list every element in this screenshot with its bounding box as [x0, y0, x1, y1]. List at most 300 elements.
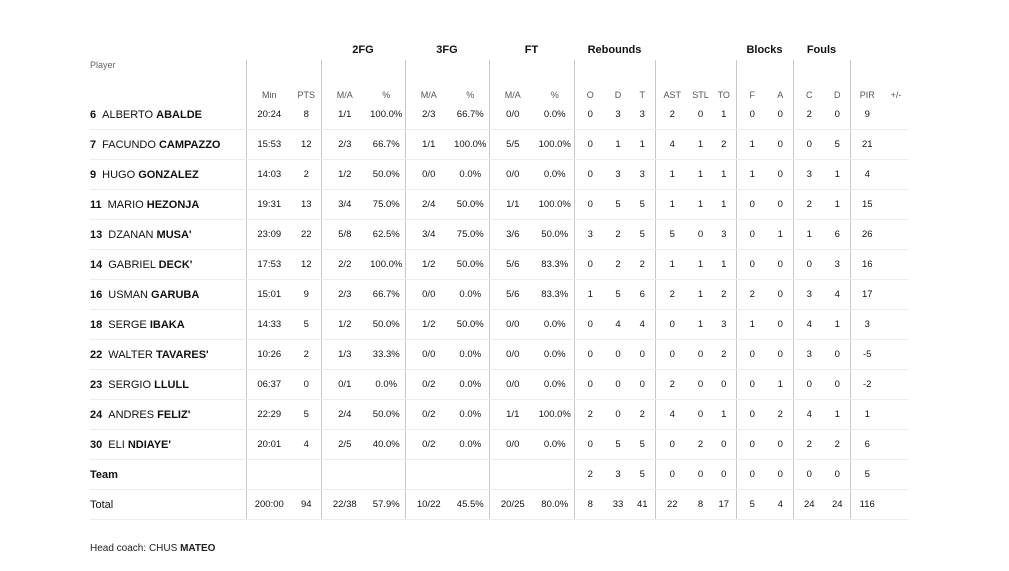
stat-reb-d: 5	[606, 430, 630, 460]
col-reb-o: O	[574, 60, 606, 100]
stat-foul-d: 2	[825, 430, 850, 460]
player-number: 22	[90, 348, 103, 361]
stat-ast: 0	[655, 340, 689, 370]
stat-reb-t: 2	[630, 250, 655, 280]
stat-blk-f: 0	[736, 430, 768, 460]
stat-reb-o: 0	[574, 250, 606, 280]
stat-foul-c: 4	[793, 400, 825, 430]
stat-pir: 26	[850, 220, 884, 250]
player-first-name: DZANAN	[108, 228, 154, 241]
stat-fg3-pct: 0.0%	[452, 160, 489, 190]
group-2fg: 2FG	[352, 44, 374, 56]
stat-stl: 0	[689, 460, 712, 490]
stat-stl: 0	[689, 220, 712, 250]
stat-foul-d: 1	[825, 400, 850, 430]
stat-pm	[884, 100, 908, 130]
stat-to: 2	[712, 130, 736, 160]
stat-blk-f: 0	[736, 340, 768, 370]
stat-fg3-ma: 0/2	[405, 400, 452, 430]
player-row	[90, 250, 908, 280]
group-rebounds: Rebounds	[587, 44, 642, 56]
stat-min: 200:00	[246, 490, 292, 520]
stat-fg2-ma: 2/3	[321, 130, 368, 160]
stat-reb-o: 2	[574, 460, 606, 490]
stat-pm	[884, 370, 908, 400]
team-row	[90, 460, 908, 490]
col-foul-c: C	[793, 60, 825, 100]
header-spacer	[850, 40, 908, 60]
stat-to: 0	[712, 370, 736, 400]
total-row-label: Total	[90, 490, 246, 520]
stat-fg3-pct: 50.0%	[452, 310, 489, 340]
col-blk-a: A	[777, 90, 784, 100]
stat-fg3-pct: 0.0%	[452, 370, 489, 400]
head-coach-first-name: CHUS	[148, 543, 178, 554]
stat-reb-t: 5	[630, 220, 655, 250]
stat-fg2-ma: 2/2	[321, 250, 368, 280]
stat-foul-c: 1	[793, 220, 825, 250]
player-last-name: CAMPAZZO	[158, 138, 221, 151]
stat-fg3-ma: 1/2	[405, 310, 452, 340]
player-row	[90, 340, 908, 370]
header-spacer	[292, 40, 321, 60]
stat-fg2-pct: 75.0%	[368, 190, 405, 220]
stat-ft-ma: 20/25	[489, 490, 536, 520]
stat-reb-t: 3	[630, 160, 655, 190]
stat-pir: -2	[850, 370, 884, 400]
stat-reb-o: 0	[574, 430, 606, 460]
stat-blk-f: 0	[736, 190, 768, 220]
player-name-cell	[90, 430, 246, 460]
stat-foul-c: 2	[793, 190, 825, 220]
stat-min: 15:01	[246, 280, 292, 310]
player-last-name: HEZONJA	[146, 198, 200, 211]
stat-blk-f: 0	[736, 100, 768, 130]
stat-min: 23:09	[246, 220, 292, 250]
player-name-cell	[90, 400, 246, 430]
col-stl: STL	[692, 90, 709, 100]
stat-fg3-pct: 0.0%	[452, 340, 489, 370]
stat-blk-f: 0	[736, 370, 768, 400]
stat-pts: 22	[292, 220, 321, 250]
stat-ft-ma	[489, 460, 536, 490]
stat-foul-c: 0	[793, 130, 825, 160]
stat-fg3-ma: 10/22	[405, 490, 452, 520]
player-name-cell	[90, 370, 246, 400]
col-pts: PTS	[297, 90, 315, 100]
stat-reb-d: 0	[606, 370, 630, 400]
stat-pir: 4	[850, 160, 884, 190]
player-first-name: HUGO	[102, 168, 136, 181]
stat-ast: 2	[655, 370, 689, 400]
stat-blk-a: 0	[768, 100, 793, 130]
player-row	[90, 310, 908, 340]
stat-pir: 15	[850, 190, 884, 220]
stat-blk-f: 0	[736, 220, 768, 250]
player-first-name: FACUNDO	[102, 138, 156, 151]
stat-ft-pct: 0.0%	[536, 100, 574, 130]
stat-ft-pct: 50.0%	[536, 220, 574, 250]
player-last-name: GARUBA	[151, 288, 200, 301]
player-first-name: ALBERTO	[102, 108, 154, 121]
player-row	[90, 190, 908, 220]
stat-pts: 8	[292, 100, 321, 130]
stat-foul-c: 0	[793, 460, 825, 490]
stat-fg2-ma: 1/3	[321, 340, 368, 370]
stat-pir: 21	[850, 130, 884, 160]
stat-ft-pct: 0.0%	[536, 310, 574, 340]
stat-ast: 2	[655, 280, 689, 310]
stat-ft-pct: 0.0%	[536, 370, 574, 400]
stat-ft-pct	[536, 460, 574, 490]
stat-reb-d: 3	[606, 100, 630, 130]
stat-foul-c: 3	[793, 160, 825, 190]
stat-pm	[884, 220, 908, 250]
stat-ast: 5	[655, 220, 689, 250]
stat-fg3-ma: 1/2	[405, 250, 452, 280]
player-first-name: ANDRES	[108, 408, 155, 421]
player-number: 13	[90, 228, 103, 241]
player-row	[90, 130, 908, 160]
stat-pts: 4	[292, 430, 321, 460]
stat-foul-c: 0	[793, 250, 825, 280]
stat-reb-d: 3	[606, 160, 630, 190]
player-name-cell	[90, 130, 246, 160]
col-3fg-pct: %	[466, 90, 475, 100]
stat-ft-ma: 5/6	[489, 250, 536, 280]
player-number: 11	[90, 198, 102, 211]
col-reb-d: D	[614, 90, 622, 100]
stat-min: 14:33	[246, 310, 292, 340]
stat-pts: 0	[292, 370, 321, 400]
stat-pts: 12	[292, 250, 321, 280]
stat-ft-pct: 0.0%	[536, 340, 574, 370]
stat-ft-pct: 83.3%	[536, 280, 574, 310]
player-first-name: MARIO	[107, 198, 144, 211]
player-last-name: TAVARES'	[155, 348, 209, 361]
stat-min: 20:24	[246, 100, 292, 130]
stat-min: 22:29	[246, 400, 292, 430]
stat-ast: 4	[655, 400, 689, 430]
stat-foul-c: 4	[793, 310, 825, 340]
player-first-name: ELI	[108, 438, 125, 451]
stat-pir: 1	[850, 400, 884, 430]
player-name-cell	[90, 340, 246, 370]
stat-foul-d: 1	[825, 190, 850, 220]
stat-stl: 1	[689, 190, 712, 220]
player-row	[90, 160, 908, 190]
player-row	[90, 220, 908, 250]
stat-to: 3	[712, 310, 736, 340]
head-coach-last-name: MATEO	[180, 543, 216, 554]
stat-fg2-pct: 40.0%	[368, 430, 405, 460]
stat-pm	[884, 310, 908, 340]
player-name-cell	[90, 100, 246, 130]
player-first-name: SERGE	[108, 318, 147, 331]
stat-fg2-ma: 3/4	[321, 190, 368, 220]
player-first-name: SERGIO	[108, 378, 152, 391]
stat-fg2-ma: 1/1	[321, 100, 368, 130]
stat-to: 17	[712, 490, 736, 520]
stat-foul-d: 0	[825, 370, 850, 400]
stat-fg2-pct: 0.0%	[368, 370, 405, 400]
header-spacer	[246, 40, 292, 60]
player-name-cell	[90, 250, 246, 280]
stat-ft-ma: 1/1	[489, 190, 536, 220]
stat-ast: 4	[655, 130, 689, 160]
stat-fg3-ma	[405, 460, 452, 490]
player-first-name: USMAN	[108, 288, 148, 301]
stat-foul-d: 6	[825, 220, 850, 250]
stat-fg3-pct: 0.0%	[452, 430, 489, 460]
stat-pir: 17	[850, 280, 884, 310]
player-name-cell	[90, 160, 246, 190]
stat-reb-d: 1	[606, 130, 630, 160]
player-number: 18	[90, 318, 103, 331]
stat-fg3-pct: 66.7%	[452, 100, 489, 130]
stat-blk-f: 5	[736, 490, 768, 520]
col-foul-d: D	[834, 90, 841, 100]
stat-ft-ma: 0/0	[489, 430, 536, 460]
stat-ft-ma: 0/0	[489, 370, 536, 400]
player-last-name: NDIAYE'	[127, 438, 171, 451]
stat-ast: 1	[655, 160, 689, 190]
head-coach-label: Head coach:	[90, 543, 147, 554]
col-blk-f: F	[736, 60, 768, 100]
stat-blk-a: 0	[768, 430, 793, 460]
stat-to: 1	[712, 400, 736, 430]
stat-fg2-pct	[368, 460, 405, 490]
stat-fg3-ma: 2/4	[405, 190, 452, 220]
stat-min: 19:31	[246, 190, 292, 220]
stat-reb-t: 0	[630, 370, 655, 400]
stat-reb-t: 5	[630, 460, 655, 490]
stat-blk-f: 0	[736, 250, 768, 280]
stat-reb-o: 0	[574, 160, 606, 190]
stat-reb-o: 0	[574, 130, 606, 160]
stat-blk-a: 0	[768, 250, 793, 280]
stat-fg2-ma: 2/5	[321, 430, 368, 460]
stat-ft-ma: 5/5	[489, 130, 536, 160]
stat-reb-o: 3	[574, 220, 606, 250]
stat-ast: 0	[655, 430, 689, 460]
stat-foul-c: 2	[793, 100, 825, 130]
stat-foul-d: 1	[825, 160, 850, 190]
stat-pm	[884, 130, 908, 160]
stat-min: 14:03	[246, 160, 292, 190]
stat-pir: 9	[850, 100, 884, 130]
stat-fg2-pct: 50.0%	[368, 160, 405, 190]
stat-min: 17:53	[246, 250, 292, 280]
team-row-label: Team	[90, 460, 246, 490]
col-player: Player	[90, 60, 116, 70]
stat-foul-d: 3	[825, 250, 850, 280]
stat-blk-a: 2	[768, 400, 793, 430]
stat-blk-a: 4	[768, 490, 793, 520]
stat-pm	[884, 160, 908, 190]
stat-to: 3	[712, 220, 736, 250]
stat-min: 10:26	[246, 340, 292, 370]
stat-fg3-pct: 100.0%	[452, 130, 489, 160]
head-coach	[90, 543, 215, 554]
stat-foul-d: 0	[825, 340, 850, 370]
stat-fg2-pct: 50.0%	[368, 400, 405, 430]
player-name-cell	[90, 190, 246, 220]
player-number: 24	[90, 408, 103, 421]
stat-pts: 12	[292, 130, 321, 160]
stat-fg2-ma: 0/1	[321, 370, 368, 400]
stat-blk-a: 0	[768, 160, 793, 190]
player-number: 23	[90, 378, 103, 391]
stat-reb-t: 41	[630, 490, 655, 520]
stat-reb-t: 0	[630, 340, 655, 370]
stat-stl: 1	[689, 310, 712, 340]
stat-foul-c: 0	[793, 370, 825, 400]
stat-ast: 2	[655, 100, 689, 130]
stat-pm	[884, 280, 908, 310]
stat-blk-f: 1	[736, 310, 768, 340]
stat-ft-pct: 83.3%	[536, 250, 574, 280]
stat-stl: 0	[689, 100, 712, 130]
stat-reb-t: 2	[630, 400, 655, 430]
stat-blk-f: 1	[736, 130, 768, 160]
stat-ast: 0	[655, 310, 689, 340]
stat-reb-d: 3	[606, 460, 630, 490]
group-ft: FT	[524, 44, 539, 56]
stat-stl: 0	[689, 340, 712, 370]
stat-fg3-pct: 75.0%	[452, 220, 489, 250]
stat-fg3-ma: 0/2	[405, 370, 452, 400]
stat-fg2-pct: 57.9%	[368, 490, 405, 520]
stat-stl: 2	[689, 430, 712, 460]
stat-fg3-ma: 0/0	[405, 160, 452, 190]
stat-fg3-ma: 0/0	[405, 340, 452, 370]
stat-fg3-ma: 2/3	[405, 100, 452, 130]
stat-blk-f: 0	[736, 400, 768, 430]
stat-foul-c: 2	[793, 430, 825, 460]
stat-pir: -5	[850, 340, 884, 370]
stat-pts: 13	[292, 190, 321, 220]
total-row	[90, 490, 908, 520]
stat-foul-c: 3	[793, 340, 825, 370]
box-score-body	[90, 100, 908, 520]
stat-reb-o: 0	[574, 100, 606, 130]
stat-reb-o: 8	[574, 490, 606, 520]
stat-min: 15:53	[246, 130, 292, 160]
stat-fg3-pct: 0.0%	[452, 280, 489, 310]
stat-fg2-ma: 5/8	[321, 220, 368, 250]
stat-ft-pct: 80.0%	[536, 490, 574, 520]
stat-ast: 0	[655, 460, 689, 490]
stat-ft-ma: 1/1	[489, 400, 536, 430]
stat-ft-ma: 0/0	[489, 100, 536, 130]
stat-blk-f: 1	[736, 160, 768, 190]
stat-ft-pct: 100.0%	[536, 400, 574, 430]
stat-pir: 5	[850, 460, 884, 490]
stat-blk-a: 0	[768, 460, 793, 490]
player-number: 7	[90, 138, 97, 151]
stat-fg2-ma: 2/4	[321, 400, 368, 430]
stat-pm	[884, 250, 908, 280]
player-row	[90, 430, 908, 460]
stat-fg3-ma: 0/2	[405, 430, 452, 460]
stat-pm	[884, 460, 908, 490]
stat-reb-t: 1	[630, 130, 655, 160]
stat-foul-d: 4	[825, 280, 850, 310]
stat-pm	[884, 490, 908, 520]
stat-reb-d: 2	[606, 250, 630, 280]
stat-ast: 22	[655, 490, 689, 520]
stat-fg3-pct: 45.5%	[452, 490, 489, 520]
stat-pm	[884, 430, 908, 460]
stat-min: 06:37	[246, 370, 292, 400]
stat-stl: 1	[689, 280, 712, 310]
stat-ft-ma: 0/0	[489, 310, 536, 340]
stat-fg3-pct: 0.0%	[452, 400, 489, 430]
stat-to: 1	[712, 250, 736, 280]
player-name-cell	[90, 310, 246, 340]
stat-pts: 9	[292, 280, 321, 310]
stat-pir: 3	[850, 310, 884, 340]
stat-pir: 16	[850, 250, 884, 280]
stat-blk-a: 1	[768, 220, 793, 250]
stat-reb-t: 6	[630, 280, 655, 310]
stat-reb-o: 0	[574, 370, 606, 400]
stat-reb-o: 0	[574, 310, 606, 340]
stat-to: 1	[712, 100, 736, 130]
stat-fg2-pct: 100.0%	[368, 250, 405, 280]
stat-reb-d: 5	[606, 190, 630, 220]
col-ast: AST	[655, 60, 689, 100]
stat-to: 1	[712, 190, 736, 220]
stat-foul-d: 0	[825, 460, 850, 490]
group-3fg: 3FG	[436, 44, 458, 56]
col-to: TO	[717, 90, 730, 100]
col-2fg-pct: %	[382, 90, 391, 100]
col-ft-ma: M/A	[489, 60, 536, 100]
group-fouls: Fouls	[806, 44, 837, 56]
header-spacer	[655, 40, 736, 60]
player-row	[90, 400, 908, 430]
stat-min: 20:01	[246, 430, 292, 460]
stat-reb-t: 3	[630, 100, 655, 130]
stat-fg2-ma: 1/2	[321, 160, 368, 190]
stat-blk-a: 0	[768, 340, 793, 370]
player-number: 16	[90, 288, 103, 301]
player-first-name: GABRIEL	[108, 258, 156, 271]
stat-reb-o: 0	[574, 340, 606, 370]
player-number: 6	[90, 108, 97, 121]
col-plus-minus: +/-	[890, 90, 902, 100]
player-last-name: ABALDE	[156, 108, 202, 121]
col-2fg-ma: M/A	[321, 60, 368, 100]
stat-fg2-pct: 66.7%	[368, 280, 405, 310]
stat-pm	[884, 340, 908, 370]
stat-pts: 5	[292, 310, 321, 340]
stat-pts: 2	[292, 160, 321, 190]
stat-foul-d: 1	[825, 310, 850, 340]
stat-fg2-pct: 50.0%	[368, 310, 405, 340]
col-reb-t: T	[639, 90, 645, 100]
stat-ft-ma: 3/6	[489, 220, 536, 250]
player-row	[90, 370, 908, 400]
stat-fg2-pct: 33.3%	[368, 340, 405, 370]
stat-reb-o: 1	[574, 280, 606, 310]
player-last-name: IBAKA	[149, 318, 185, 331]
player-number: 14	[90, 258, 103, 271]
stat-to: 2	[712, 280, 736, 310]
player-name-cell	[90, 280, 246, 310]
